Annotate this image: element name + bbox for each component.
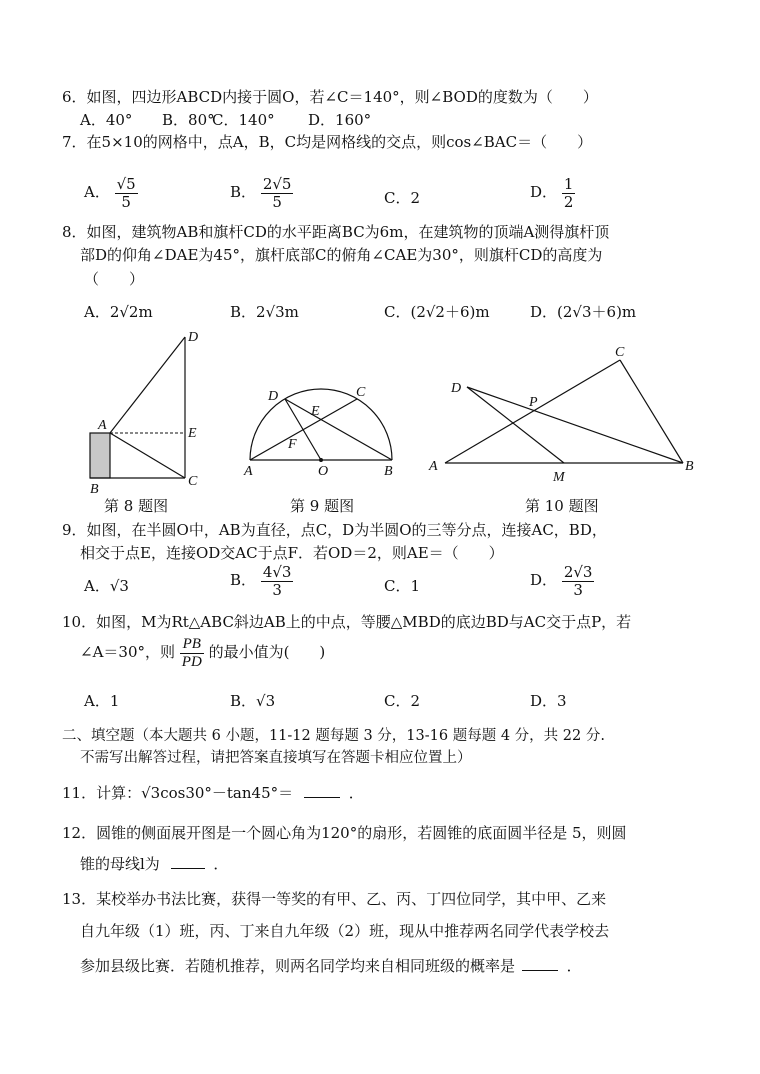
q8-option-d: D．(2√3＋6)m xyxy=(530,303,637,321)
q8-line2: 部D的仰角∠DAE为45°，旗杆底部C的俯角∠CAE为30°，则旗杆CD的高度为 xyxy=(80,246,603,264)
q9-option-a: A．√3 xyxy=(84,577,129,595)
q8-option-a: A．2√2m xyxy=(84,303,153,321)
q11-answer-blank xyxy=(304,797,340,798)
q6-option-b: B．80° xyxy=(162,111,215,129)
q10-option-c: C．2 xyxy=(384,692,421,710)
line-bd xyxy=(285,399,392,460)
label-c: C xyxy=(188,474,198,489)
q8-line3: （ ） xyxy=(84,270,145,288)
label-b: B xyxy=(685,459,694,474)
q10-line2: ∠A＝30°，则 $\frac{PB}{PD}$ 的最小值为( ) xyxy=(80,636,326,670)
q12-answer-blank xyxy=(171,868,205,869)
label-p: P xyxy=(529,395,538,410)
figure-10 xyxy=(425,340,705,490)
center-o xyxy=(319,458,323,462)
label-c: C xyxy=(356,385,366,400)
q10-option-d: D．3 xyxy=(530,692,567,710)
q7-option-a: A． $\frac{√5}{5}$ xyxy=(84,175,136,211)
q9-line1: 9．如图，在半圆O中，AB为直径，点C，D为半圆O的三等分点，连接AC，BD， xyxy=(62,521,607,539)
line-ac xyxy=(445,360,620,463)
section2-instructions: 不需写出解答过程，请把答案直接填写在答题卡相应位置上） xyxy=(80,750,472,766)
label-f: F xyxy=(288,437,297,452)
q7-option-b: B． $\frac{2√5}{5}$ xyxy=(230,175,292,211)
label-a: A xyxy=(244,464,253,479)
q6-option-c: C．140° xyxy=(212,111,275,129)
line-dm xyxy=(467,387,564,463)
q13-line1: 13．某校举办书法比赛，获得一等奖的有甲、乙、丙、丁四位同学，其中甲、乙来 xyxy=(62,890,607,908)
building-rect xyxy=(90,433,110,478)
q11: 11．计算：√3cos30°－tan45°＝ ． xyxy=(62,784,364,802)
q13-line2: 自九年级（1）班，丙、丁来自九年级（2）班，现从中推荐两名同学代表学校去 xyxy=(80,922,610,940)
line-db xyxy=(467,387,683,463)
label-e: E xyxy=(188,426,197,441)
fig8-caption: 第 8 题图 xyxy=(104,497,169,515)
q7-option-c: C．2 xyxy=(384,189,421,207)
label-c: C xyxy=(615,345,625,360)
q6-option-d: D．160° xyxy=(308,111,372,129)
q12-line1: 12．圆锥的侧面展开图是一个圆心角为120°的扇形，若圆锥的底面圆半径是 5，则圆 xyxy=(62,824,627,842)
q13-line3: 参加县级比赛．若随机推荐，则两名同学均来自相同班级的概率是 ． xyxy=(80,957,582,975)
q8-line1: 8．如图，建筑物AB和旗杆CD的水平距离BC为6m，在建筑物的顶端A测得旗杆顶 xyxy=(62,223,610,241)
q7-stem: 7．在5×10的网格中，点A，B，C均是网格线的交点，则cos∠BAC＝（ ） xyxy=(62,133,593,151)
label-o: O xyxy=(318,464,329,479)
figure-8 xyxy=(80,325,230,495)
line-cb xyxy=(620,360,683,463)
label-a: A xyxy=(429,459,438,474)
fig9-caption: 第 9 题图 xyxy=(290,497,355,515)
q9-option-d: D． $\frac{2√3}{3}$ xyxy=(530,563,593,599)
line-ad xyxy=(110,337,185,433)
label-e: E xyxy=(311,404,320,419)
label-m: M xyxy=(553,470,565,485)
section2-heading: 二、填空题（本大题共 6 小题，11-12 题每题 3 分，13-16 题每题 4 分，共 22 分. xyxy=(62,728,605,744)
q12-line2: 锥的母线l为 ． xyxy=(80,855,229,873)
q9-option-c: C．1 xyxy=(384,577,421,595)
q8-option-b: B．2√3m xyxy=(230,303,299,321)
q6-stem: 6．如图，四边形ABCD内接于圆O，若∠C＝140°，则∠BOD的度数为（ ） xyxy=(62,88,598,106)
label-b: B xyxy=(384,464,393,479)
q7-option-d: D． $\frac{1}{2}$ xyxy=(530,175,574,211)
label-a: A xyxy=(98,418,107,433)
label-b: B xyxy=(90,482,99,495)
q9-option-b: B． $\frac{4√3}{3}$ xyxy=(230,563,292,599)
label-d: D xyxy=(188,330,199,345)
q13-answer-blank xyxy=(522,970,558,971)
q9-line2: 相交于点E，连接OD交AC于点F．若OD＝2，则AE＝（ ） xyxy=(80,544,504,562)
q10-option-b: B．√3 xyxy=(230,692,276,710)
q6-option-a: A．40° xyxy=(80,111,133,129)
label-d: D xyxy=(268,389,279,404)
q10-line1: 10．如图，M为Rt△ABC斜边AB上的中点，等腰△MBD的底边BD与AC交于点P，若 xyxy=(62,613,632,631)
q8-option-c: C．(2√2＋6)m xyxy=(384,303,490,321)
fig10-caption: 第 10 题图 xyxy=(525,497,599,515)
line-ac xyxy=(110,433,185,478)
label-d: D xyxy=(451,381,462,396)
q10-option-a: A．1 xyxy=(84,692,120,710)
figure-9 xyxy=(240,378,405,483)
